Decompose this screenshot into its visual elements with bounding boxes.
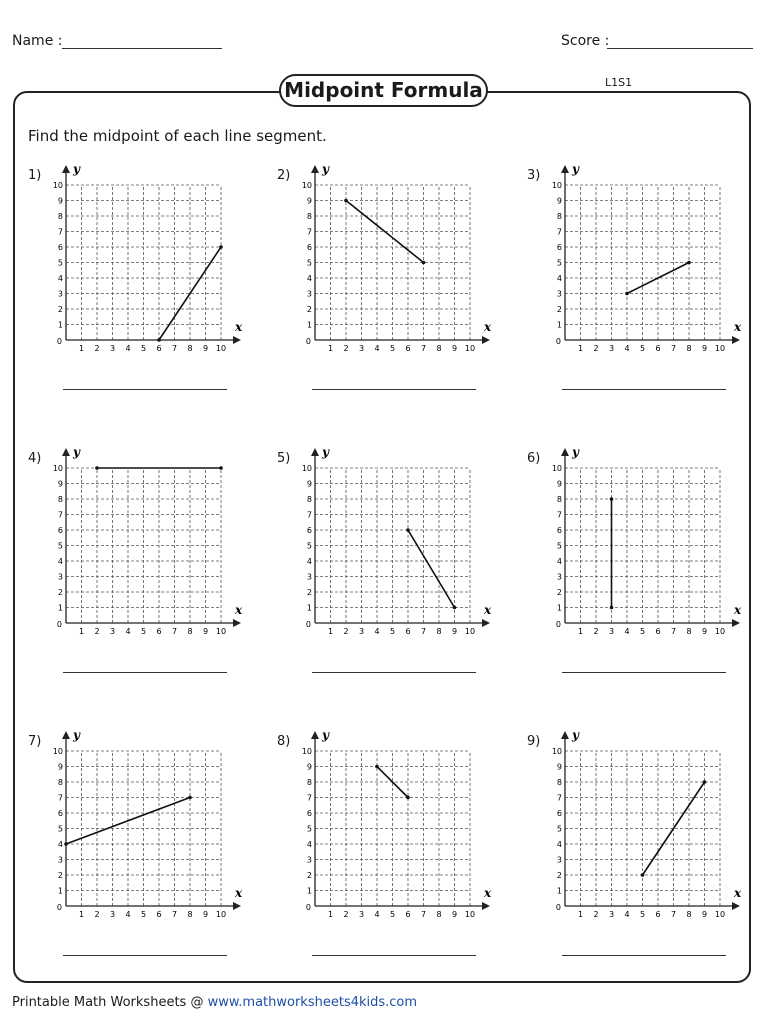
segment-endpoint	[95, 466, 99, 470]
footer	[12, 995, 417, 1010]
coordinate-plane	[28, 445, 258, 651]
x-tick-label: 6	[655, 910, 661, 919]
segment-endpoint	[406, 528, 410, 532]
y-tick-label: 4	[57, 840, 63, 849]
x-axis-label: x	[734, 320, 742, 334]
answer-line[interactable]	[312, 955, 476, 956]
x-tick-label: 7	[670, 344, 677, 353]
origin-label: 0	[555, 620, 561, 629]
x-axis-arrow	[732, 619, 740, 627]
x-tick-label: 9	[701, 344, 708, 353]
x-tick-label: 7	[670, 627, 677, 636]
x-tick-label: 5	[389, 344, 396, 353]
y-tick-label: 9	[556, 196, 562, 206]
y-tick-label: 5	[556, 258, 562, 268]
x-axis-label: x	[484, 320, 492, 334]
x-tick-label: 9	[451, 627, 458, 636]
x-tick-label: 4	[125, 627, 131, 636]
x-tick-label: 10	[464, 627, 476, 636]
x-tick-label: 7	[171, 910, 178, 919]
y-tick-label: 2	[306, 871, 312, 880]
answer-line[interactable]	[63, 955, 227, 956]
x-tick-label: 10	[714, 627, 726, 636]
x-axis-arrow	[482, 619, 490, 627]
coordinate-plane	[527, 162, 757, 368]
segment-endpoint	[610, 606, 614, 610]
x-tick-label: 2	[343, 344, 349, 353]
y-tick-label: 3	[57, 855, 63, 865]
x-tick-label: 10	[714, 344, 726, 353]
y-tick-label: 7	[556, 510, 562, 520]
problem-7	[28, 728, 278, 974]
y-tick-label: 9	[57, 196, 63, 206]
x-tick-label: 9	[202, 627, 209, 636]
y-axis-arrow	[561, 731, 569, 739]
x-tick-label: 3	[109, 344, 116, 353]
x-tick-label: 6	[405, 910, 411, 919]
y-tick-label: 7	[306, 793, 312, 803]
x-tick-label: 5	[639, 910, 646, 919]
coordinate-plane	[527, 445, 757, 651]
x-tick-label: 3	[608, 910, 615, 919]
x-axis-arrow	[732, 902, 740, 910]
y-tick-label: 4	[57, 557, 63, 566]
y-tick-label: 1	[306, 886, 312, 896]
line-segment	[408, 530, 455, 608]
problem-number: 2)	[277, 168, 291, 183]
x-tick-label: 3	[358, 627, 365, 636]
footer-site-link[interactable]: www.mathworksheets4kids.com	[207, 995, 418, 1010]
origin-label: 0	[56, 337, 62, 346]
x-tick-label: 3	[109, 910, 116, 919]
y-tick-label: 9	[57, 762, 63, 772]
x-axis-label: x	[484, 886, 492, 900]
x-tick-label: 2	[343, 910, 349, 919]
y-tick-label: 1	[556, 603, 562, 613]
y-tick-label: 4	[556, 840, 562, 849]
y-axis-label: y	[73, 445, 80, 459]
x-tick-label: 10	[464, 910, 476, 919]
y-tick-label: 6	[57, 809, 63, 818]
y-tick-label: 6	[306, 526, 312, 535]
origin-label: 0	[56, 903, 62, 912]
footer-prefix: Printable Math Worksheets @	[12, 995, 208, 1010]
x-tick-label: 10	[714, 910, 726, 919]
x-tick-label: 7	[420, 910, 427, 919]
segment-endpoint	[610, 497, 614, 501]
x-axis-label: x	[235, 886, 243, 900]
x-tick-label: 2	[593, 910, 599, 919]
x-tick-label: 8	[686, 627, 692, 636]
x-tick-label: 3	[109, 627, 116, 636]
y-tick-label: 1	[306, 320, 312, 330]
x-axis-arrow	[732, 336, 740, 344]
origin-label: 0	[555, 903, 561, 912]
origin-label: 0	[305, 620, 311, 629]
problem-3	[527, 162, 768, 408]
x-tick-label: 5	[639, 344, 646, 353]
x-tick-label: 5	[140, 344, 147, 353]
x-tick-label: 7	[670, 910, 677, 919]
y-tick-label: 7	[57, 793, 63, 803]
y-tick-label: 1	[556, 320, 562, 330]
x-tick-label: 1	[327, 344, 334, 353]
x-axis-label: x	[734, 603, 742, 617]
x-tick-label: 9	[701, 627, 708, 636]
coordinate-plane	[277, 162, 507, 368]
y-tick-label: 4	[556, 557, 562, 566]
segment-endpoint	[157, 338, 161, 342]
segment-endpoint	[406, 796, 410, 800]
y-axis-arrow	[561, 165, 569, 173]
y-tick-label: 6	[306, 809, 312, 818]
origin-label: 0	[56, 620, 62, 629]
y-axis-label: y	[322, 162, 329, 176]
y-tick-label: 5	[306, 824, 312, 834]
x-tick-label: 6	[655, 344, 661, 353]
segment-endpoint	[219, 245, 223, 249]
problem-number: 1)	[28, 168, 42, 183]
y-tick-label: 7	[306, 227, 312, 237]
answer-line[interactable]	[562, 955, 726, 956]
y-tick-label: 1	[57, 886, 63, 896]
y-tick-label: 7	[57, 510, 63, 520]
segment-endpoint	[375, 765, 379, 769]
y-tick-label: 10	[301, 747, 312, 756]
y-tick-label: 8	[57, 778, 63, 787]
y-tick-label: 2	[306, 305, 312, 314]
x-tick-label: 4	[624, 627, 630, 636]
x-tick-label: 9	[202, 910, 209, 919]
x-tick-label: 3	[608, 627, 615, 636]
y-tick-label: 6	[57, 243, 63, 252]
segment-endpoint	[344, 199, 348, 203]
x-tick-label: 5	[639, 627, 646, 636]
x-tick-label: 2	[593, 627, 599, 636]
x-axis-label: x	[235, 603, 243, 617]
y-tick-label: 1	[57, 603, 63, 613]
x-tick-label: 6	[405, 627, 411, 636]
y-tick-label: 8	[57, 212, 63, 221]
answer-line[interactable]	[312, 389, 476, 390]
y-tick-label: 2	[306, 588, 312, 597]
problem-8	[277, 728, 527, 974]
y-tick-label: 7	[306, 510, 312, 520]
x-tick-label: 1	[577, 910, 584, 919]
instruction-text: Find the midpoint of each line segment.	[28, 127, 327, 145]
x-tick-label: 1	[327, 910, 334, 919]
x-tick-label: 1	[78, 910, 85, 919]
x-tick-label: 6	[655, 627, 661, 636]
y-tick-label: 5	[306, 258, 312, 268]
x-tick-label: 5	[389, 627, 396, 636]
y-tick-label: 8	[556, 212, 562, 221]
y-tick-label: 10	[301, 464, 312, 473]
answer-line[interactable]	[63, 389, 227, 390]
x-tick-label: 8	[187, 344, 193, 353]
y-tick-label: 2	[57, 305, 63, 314]
x-tick-label: 10	[464, 344, 476, 353]
y-tick-label: 9	[556, 479, 562, 489]
x-tick-label: 8	[436, 910, 442, 919]
x-tick-label: 8	[686, 910, 692, 919]
y-tick-label: 4	[57, 274, 63, 283]
x-tick-label: 4	[624, 344, 630, 353]
x-tick-label: 9	[701, 910, 708, 919]
y-axis-label: y	[322, 728, 329, 742]
segment-endpoint	[625, 292, 629, 296]
y-tick-label: 6	[556, 526, 562, 535]
y-tick-label: 10	[551, 181, 562, 190]
x-tick-label: 5	[140, 910, 147, 919]
y-tick-label: 8	[306, 778, 312, 787]
x-tick-label: 3	[358, 910, 365, 919]
y-tick-label: 2	[57, 588, 63, 597]
x-tick-label: 5	[389, 910, 396, 919]
origin-label: 0	[555, 337, 561, 346]
x-tick-label: 8	[436, 344, 442, 353]
problem-6	[527, 445, 768, 691]
x-tick-label: 2	[94, 627, 100, 636]
x-tick-label: 1	[78, 627, 85, 636]
x-tick-label: 1	[577, 627, 584, 636]
worksheet-title: Midpoint Formula	[279, 74, 488, 107]
y-tick-label: 2	[556, 305, 562, 314]
y-tick-label: 5	[306, 541, 312, 551]
problem-number: 3)	[527, 168, 541, 183]
x-axis-label: x	[484, 603, 492, 617]
y-tick-label: 3	[306, 855, 312, 865]
x-tick-label: 8	[686, 344, 692, 353]
problem-number: 6)	[527, 451, 541, 466]
y-axis-arrow	[311, 731, 319, 739]
answer-line[interactable]	[312, 672, 476, 673]
x-axis-arrow	[482, 336, 490, 344]
y-tick-label: 6	[306, 243, 312, 252]
y-tick-label: 9	[306, 762, 312, 772]
x-axis-arrow	[233, 619, 241, 627]
y-tick-label: 9	[57, 479, 63, 489]
y-tick-label: 5	[57, 541, 63, 551]
problem-9	[527, 728, 768, 974]
x-tick-label: 6	[405, 344, 411, 353]
x-tick-label: 2	[593, 344, 599, 353]
x-tick-label: 9	[202, 344, 209, 353]
y-tick-label: 10	[52, 181, 63, 190]
y-tick-label: 1	[556, 886, 562, 896]
y-tick-label: 9	[306, 196, 312, 206]
y-axis-arrow	[62, 731, 70, 739]
segment-endpoint	[703, 780, 707, 784]
x-tick-label: 2	[343, 627, 349, 636]
score-label: Score :	[561, 33, 610, 49]
y-tick-label: 7	[556, 227, 562, 237]
segment-endpoint	[188, 796, 192, 800]
segment-endpoint	[64, 842, 68, 846]
y-tick-label: 6	[556, 243, 562, 252]
y-tick-label: 1	[306, 603, 312, 613]
problem-number: 4)	[28, 451, 42, 466]
origin-label: 0	[305, 337, 311, 346]
x-tick-label: 10	[215, 344, 227, 353]
x-tick-label: 6	[156, 910, 162, 919]
y-axis-label: y	[572, 728, 579, 742]
y-axis-arrow	[561, 448, 569, 456]
x-tick-label: 5	[140, 627, 147, 636]
y-axis-arrow	[311, 448, 319, 456]
problem-number: 5)	[277, 451, 291, 466]
y-tick-label: 3	[57, 289, 63, 299]
y-axis-label: y	[322, 445, 329, 459]
y-tick-label: 9	[556, 762, 562, 772]
y-axis-arrow	[62, 448, 70, 456]
y-tick-label: 5	[57, 258, 63, 268]
y-tick-label: 10	[551, 464, 562, 473]
answer-line[interactable]	[562, 672, 726, 673]
answer-line[interactable]	[562, 389, 726, 390]
y-tick-label: 3	[556, 289, 562, 299]
answer-line[interactable]	[63, 672, 227, 673]
y-tick-label: 5	[556, 541, 562, 551]
segment-endpoint	[422, 261, 426, 265]
x-tick-label: 9	[451, 910, 458, 919]
x-tick-label: 3	[608, 344, 615, 353]
y-tick-label: 7	[57, 227, 63, 237]
y-tick-label: 2	[556, 588, 562, 597]
y-tick-label: 6	[57, 526, 63, 535]
y-tick-label: 2	[556, 871, 562, 880]
x-tick-label: 9	[451, 344, 458, 353]
x-tick-label: 3	[358, 344, 365, 353]
x-axis-label: x	[734, 886, 742, 900]
x-tick-label: 4	[125, 910, 131, 919]
y-tick-label: 3	[306, 572, 312, 582]
x-tick-label: 7	[420, 344, 427, 353]
y-axis-label: y	[572, 445, 579, 459]
coordinate-plane	[277, 445, 507, 651]
y-tick-label: 5	[57, 824, 63, 834]
x-tick-label: 8	[187, 910, 193, 919]
origin-label: 0	[305, 903, 311, 912]
x-tick-label: 6	[156, 344, 162, 353]
x-tick-label: 8	[187, 627, 193, 636]
problem-1	[28, 162, 278, 408]
x-tick-label: 4	[374, 910, 380, 919]
y-tick-label: 10	[52, 464, 63, 473]
y-tick-label: 7	[556, 793, 562, 803]
segment-endpoint	[219, 466, 223, 470]
x-tick-label: 1	[327, 627, 334, 636]
x-tick-label: 4	[125, 344, 131, 353]
y-tick-label: 10	[52, 747, 63, 756]
problem-2	[277, 162, 527, 408]
y-axis-label: y	[73, 728, 80, 742]
y-tick-label: 8	[306, 495, 312, 504]
x-tick-label: 7	[171, 344, 178, 353]
y-axis-label: y	[73, 162, 80, 176]
y-tick-label: 3	[556, 855, 562, 865]
y-tick-label: 2	[57, 871, 63, 880]
y-tick-label: 10	[551, 747, 562, 756]
y-axis-label: y	[572, 162, 579, 176]
y-tick-label: 5	[556, 824, 562, 834]
x-tick-label: 4	[624, 910, 630, 919]
segment-endpoint	[453, 606, 457, 610]
y-tick-label: 8	[306, 212, 312, 221]
x-tick-label: 2	[94, 344, 100, 353]
y-tick-label: 3	[306, 289, 312, 299]
x-tick-label: 1	[78, 344, 85, 353]
coordinate-plane	[28, 728, 258, 934]
y-tick-label: 1	[57, 320, 63, 330]
coordinate-plane	[277, 728, 507, 934]
problem-5	[277, 445, 527, 691]
problem-number: 9)	[527, 734, 541, 749]
y-axis-arrow	[62, 165, 70, 173]
worksheet-code: L1S1	[605, 76, 633, 89]
x-tick-label: 10	[215, 627, 227, 636]
coordinate-plane	[28, 162, 258, 368]
y-tick-label: 10	[301, 181, 312, 190]
x-tick-label: 4	[374, 344, 380, 353]
segment-endpoint	[687, 261, 691, 265]
y-tick-label: 9	[306, 479, 312, 489]
x-axis-label: x	[235, 320, 243, 334]
y-tick-label: 8	[556, 495, 562, 504]
x-tick-label: 6	[156, 627, 162, 636]
y-tick-label: 4	[556, 274, 562, 283]
y-tick-label: 4	[306, 840, 312, 849]
y-tick-label: 8	[556, 778, 562, 787]
coordinate-plane	[527, 728, 757, 934]
y-axis-arrow	[311, 165, 319, 173]
y-tick-label: 3	[556, 572, 562, 582]
problem-number: 8)	[277, 734, 291, 749]
x-tick-label: 7	[420, 627, 427, 636]
x-tick-label: 10	[215, 910, 227, 919]
segment-endpoint	[641, 873, 645, 877]
x-tick-label: 1	[577, 344, 584, 353]
y-tick-label: 3	[57, 572, 63, 582]
x-axis-arrow	[233, 336, 241, 344]
y-tick-label: 4	[306, 557, 312, 566]
x-axis-arrow	[233, 902, 241, 910]
x-tick-label: 2	[94, 910, 100, 919]
y-tick-label: 6	[556, 809, 562, 818]
problem-number: 7)	[28, 734, 42, 749]
x-tick-label: 8	[436, 627, 442, 636]
name-label: Name :	[12, 33, 63, 49]
y-tick-label: 4	[306, 274, 312, 283]
problem-4	[28, 445, 278, 691]
x-axis-arrow	[482, 902, 490, 910]
x-tick-label: 7	[171, 627, 178, 636]
x-tick-label: 4	[374, 627, 380, 636]
y-tick-label: 8	[57, 495, 63, 504]
